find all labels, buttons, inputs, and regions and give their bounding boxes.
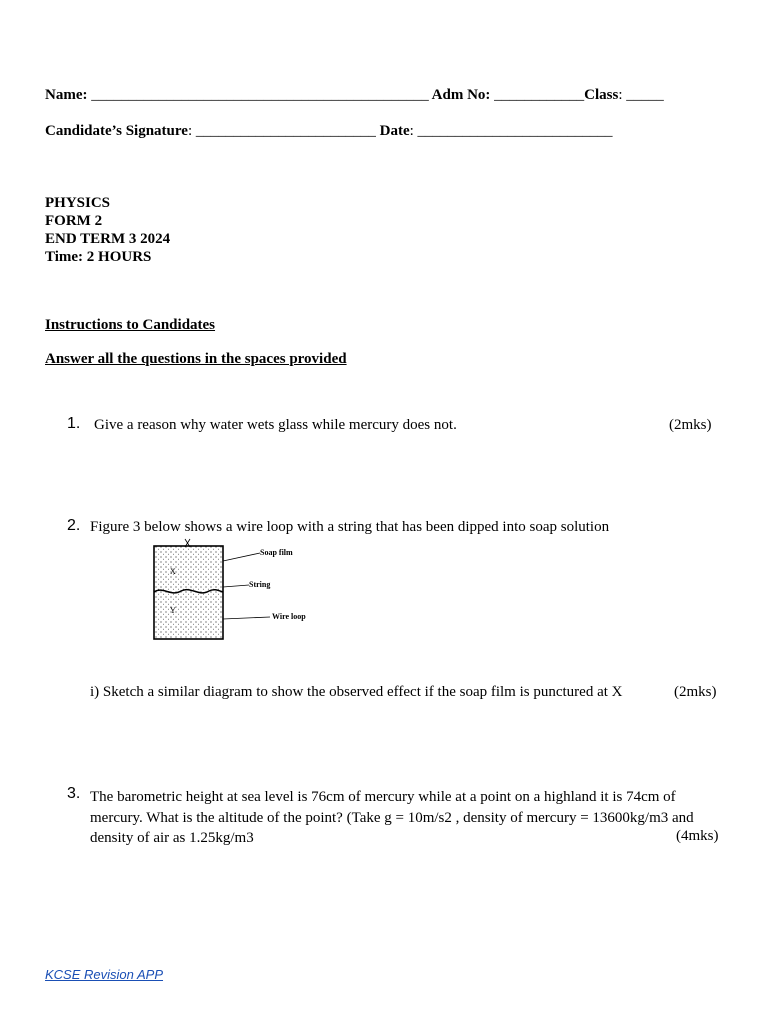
adm-field[interactable]: ____________ <box>494 87 585 103</box>
question-3-marks: (4mks) <box>676 828 719 844</box>
class-label: Class <box>584 87 619 103</box>
exam-form: FORM 2 <box>45 213 103 229</box>
exam-info <box>45 194 170 266</box>
date-label: Date <box>379 123 410 139</box>
question-1-text: Give a reason why water wets glass while mercury does not. <box>94 417 457 433</box>
question-2-number: 2. <box>67 517 81 534</box>
instructions-text: Answer all the questions in the spaces provided <box>45 351 347 367</box>
question-1-marks: (2mks) <box>669 417 712 433</box>
name-label: Name: <box>45 87 88 103</box>
question-2-text: Figure 3 below shows a wire loop with a string that has been dipped into soap solution <box>90 519 610 535</box>
question-3-text <box>90 787 694 849</box>
signature-field[interactable]: : ________________________ <box>187 123 376 139</box>
question-3-number: 3. <box>67 785 81 802</box>
question-3-line-3: density of air as 1.25kg/m3 <box>90 830 254 846</box>
question-1-number: 1. <box>67 415 81 432</box>
label-soap-film: Soap film <box>260 548 293 557</box>
class-field[interactable]: : _____ <box>618 87 664 103</box>
signature-label: Candidate’s Signature <box>45 123 188 139</box>
label-string: String <box>249 580 271 589</box>
region-y-label: Y <box>170 606 176 615</box>
exam-subject: PHYSICS <box>45 195 111 211</box>
question-3-line-2: mercury. What is the altitude of the point? (Take g = 10m/s2 , density of mercury = 13600kg/m3 and <box>90 809 694 826</box>
question-2-sub-marks: (2mks) <box>674 684 717 700</box>
figure-soap-film-diagram <box>145 536 325 646</box>
name-row <box>45 87 664 104</box>
exam-time: Time: 2 HOURS <box>45 249 152 265</box>
label-wire-loop: Wire loop <box>272 612 306 621</box>
footer-link[interactable]: KCSE Revision APP <box>45 967 164 982</box>
signature-row <box>45 123 613 140</box>
name-field[interactable]: _____________________________________________ <box>91 87 429 103</box>
region-x-label: X <box>170 567 176 576</box>
exam-term: END TERM 3 2024 <box>45 231 171 247</box>
date-field[interactable]: : __________________________ <box>409 123 613 139</box>
adm-label: Adm No: <box>431 87 491 103</box>
question-3-line-1: The barometric height at sea level is 76cm of mercury while at a point on a highland it is 74cm of <box>90 789 676 805</box>
wire-loop-shape <box>154 546 223 639</box>
instructions-heading: Instructions to Candidates <box>45 317 216 333</box>
question-2-sub-text: i) Sketch a similar diagram to show the observed effect if the soap film is punctured at X <box>90 684 623 700</box>
